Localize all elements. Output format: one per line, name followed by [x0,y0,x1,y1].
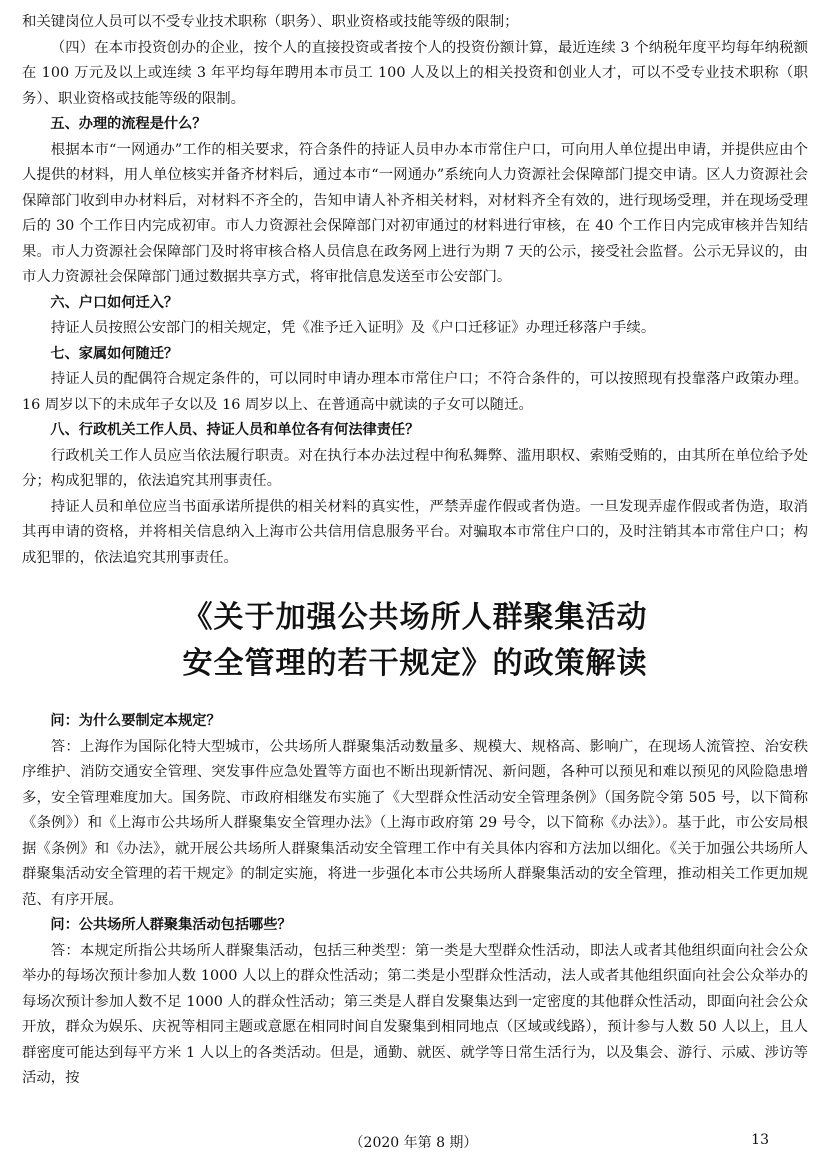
paragraph: 持证人员按照公安部门的相关规定，凭《准予迁入证明》及《户口迁移证》办理迁移落户手续。 [50,320,656,336]
paragraph: 持证人员的配偶符合规定条件的，可以同时申请办理本市常住户口；不符合条件的，可以按照现有投靠落户政策办理。16 周岁以下的未成年子女以及 16 周岁以上、在普通高中就读的子女可以随迁。 [22,371,808,413]
page-number: 13 [751,1132,769,1148]
page-footer [0,1132,827,1156]
document-title [22,595,808,687]
paragraph: 行政机关工作人员应当依法履行职责。对在执行本办法过程中徇私舞弊、滥用职权、索贿受贿的，由其所在单位给予处分；构成犯罪的，依法追究其刑事责任。 [22,447,808,489]
title-line-1: 《关于加强公共场所人群聚集活动 [182,600,648,635]
question-heading: 问：为什么要制定本规定？ [50,713,221,729]
section-heading: 五、办理的流程是什么？ [50,116,207,132]
title-line-2: 安全管理的若干规定》的政策解读 [182,646,648,681]
paragraph: 根据本市“一网通办”工作的相关要求，符合条件的持证人员申办本市常住户口，可向用人单位提出申请，并提供应由个人提供的材料，用人单位核实并备齐材料后，通过本市“一网通办”系统向人力资源社会保障部门提交申请。区人力资源社会保障部门收到申办材料后，对材料不齐全的，告知申请人补齐相关材料，对材料齐全有效的，进行现场受理，并在现场受理后的 30 个工作日内完成初审。市人力资源社会保障部门对初审通过的材料进行审核，在 40 个工作日内完成审核并告知结果。市人力资源社会保障部门及时将审核合格人员信息在政务网上进行为期 7 天的公示，接受社会监督。公示无异议的，由市人力资源社会保障部门通过数据共享方式，将审批信息发送至市公安部门。 [22,141,808,285]
section-heading: 七、家属如何随迁？ [50,345,179,362]
issue-label: （2020 年第 8 期） [349,1135,478,1151]
answer-paragraph: 答：上海作为国际化特大型城市，公共场所人群聚集活动数量多、规模大、规格高、影响广，在现场人流管控、治安秩序维护、消防交通安全管理、突发事件应急处置等方面也不断出现新情况、新问题，各种可以预见和难以预见的风险隐患增多，安全管理难度加大。国务院、市政府相继发布实施了《大型群众性活动安全管理条例》（国务院令第 505 号，以下简称《条例》）和《上海市公共场所人群聚集安全管理办法》（上海市政府第 29 号令，以下简称《办法》）。基于此，市公安局根据《条例》和《办法》，就开展公共场所人群聚集活动安全管理工作中有关具体内容和方法加以细化。《关于加强公共场所人群聚集活动安全管理的若干规定》的制定实施，将进一步强化本市公共场所人群聚集活动的安全管理，推动相关工作更加规范、有序开展。 [22,738,808,908]
paragraph: （四）在本市投资创办的企业，按个人的直接投资或者按个人的投资份额计算，最近连续 3 个纳税年度平均每年纳税额在 100 万元及以上或连续 3 年平均每年聘用本市员工 100 人及以上的相关投资和创业人才，可以不受专业技术职称（职务）、职业资格或技能等级的限制。 [22,39,808,107]
paragraph: 和关键岗位人员可以不受专业技术职称（职务）、职业资格或技能等级的限制； [22,14,519,30]
question-heading: 问：公共场所人群聚集活动包括哪些？ [50,917,292,933]
paragraph: 持证人员和单位应当书面承诺所提供的相关材料的真实性，严禁弄虚作假或者伪造。一旦发现弄虚作假或者伪造，取消其再申请的资格，并将相关信息纳入上海市公共信用信息服务平台。对骗取本市常住户口的，及时注销其本市常住户口；构成犯罪的，依法追究其刑事责任。 [22,498,808,566]
section-heading: 六、户口如何迁入？ [50,294,179,311]
answer-paragraph: 答：本规定所指公共场所人群聚集活动，包括三种类型：第一类是大型群众性活动，即法人或者其他组织面向社会公众举办的每场次预计参加人数 1000 人以上的群众性活动；第二类是小型群众性活动，法人或者其他组织面向社会公众举办的每场次预计参加人数不足 1000 人的群众性活动；第三类是人群自发聚集达到一定密度的其他群众性活动，即面向社会公众开放，群众为娱乐、庆祝等相同主题或意愿在相同时间自发聚集到相同地点（区域或线路），预计参与人数 50 人以上，且人群密度可能达到每平方米 1 人以上的各类活动。但是，通勤、就医、就学等日常生活行为，以及集会、游行、示威、涉访等活动，按 [22,942,808,1086]
section-heading: 八、行政机关工作人员、持证人员和单位各有何法律责任？ [50,422,420,438]
